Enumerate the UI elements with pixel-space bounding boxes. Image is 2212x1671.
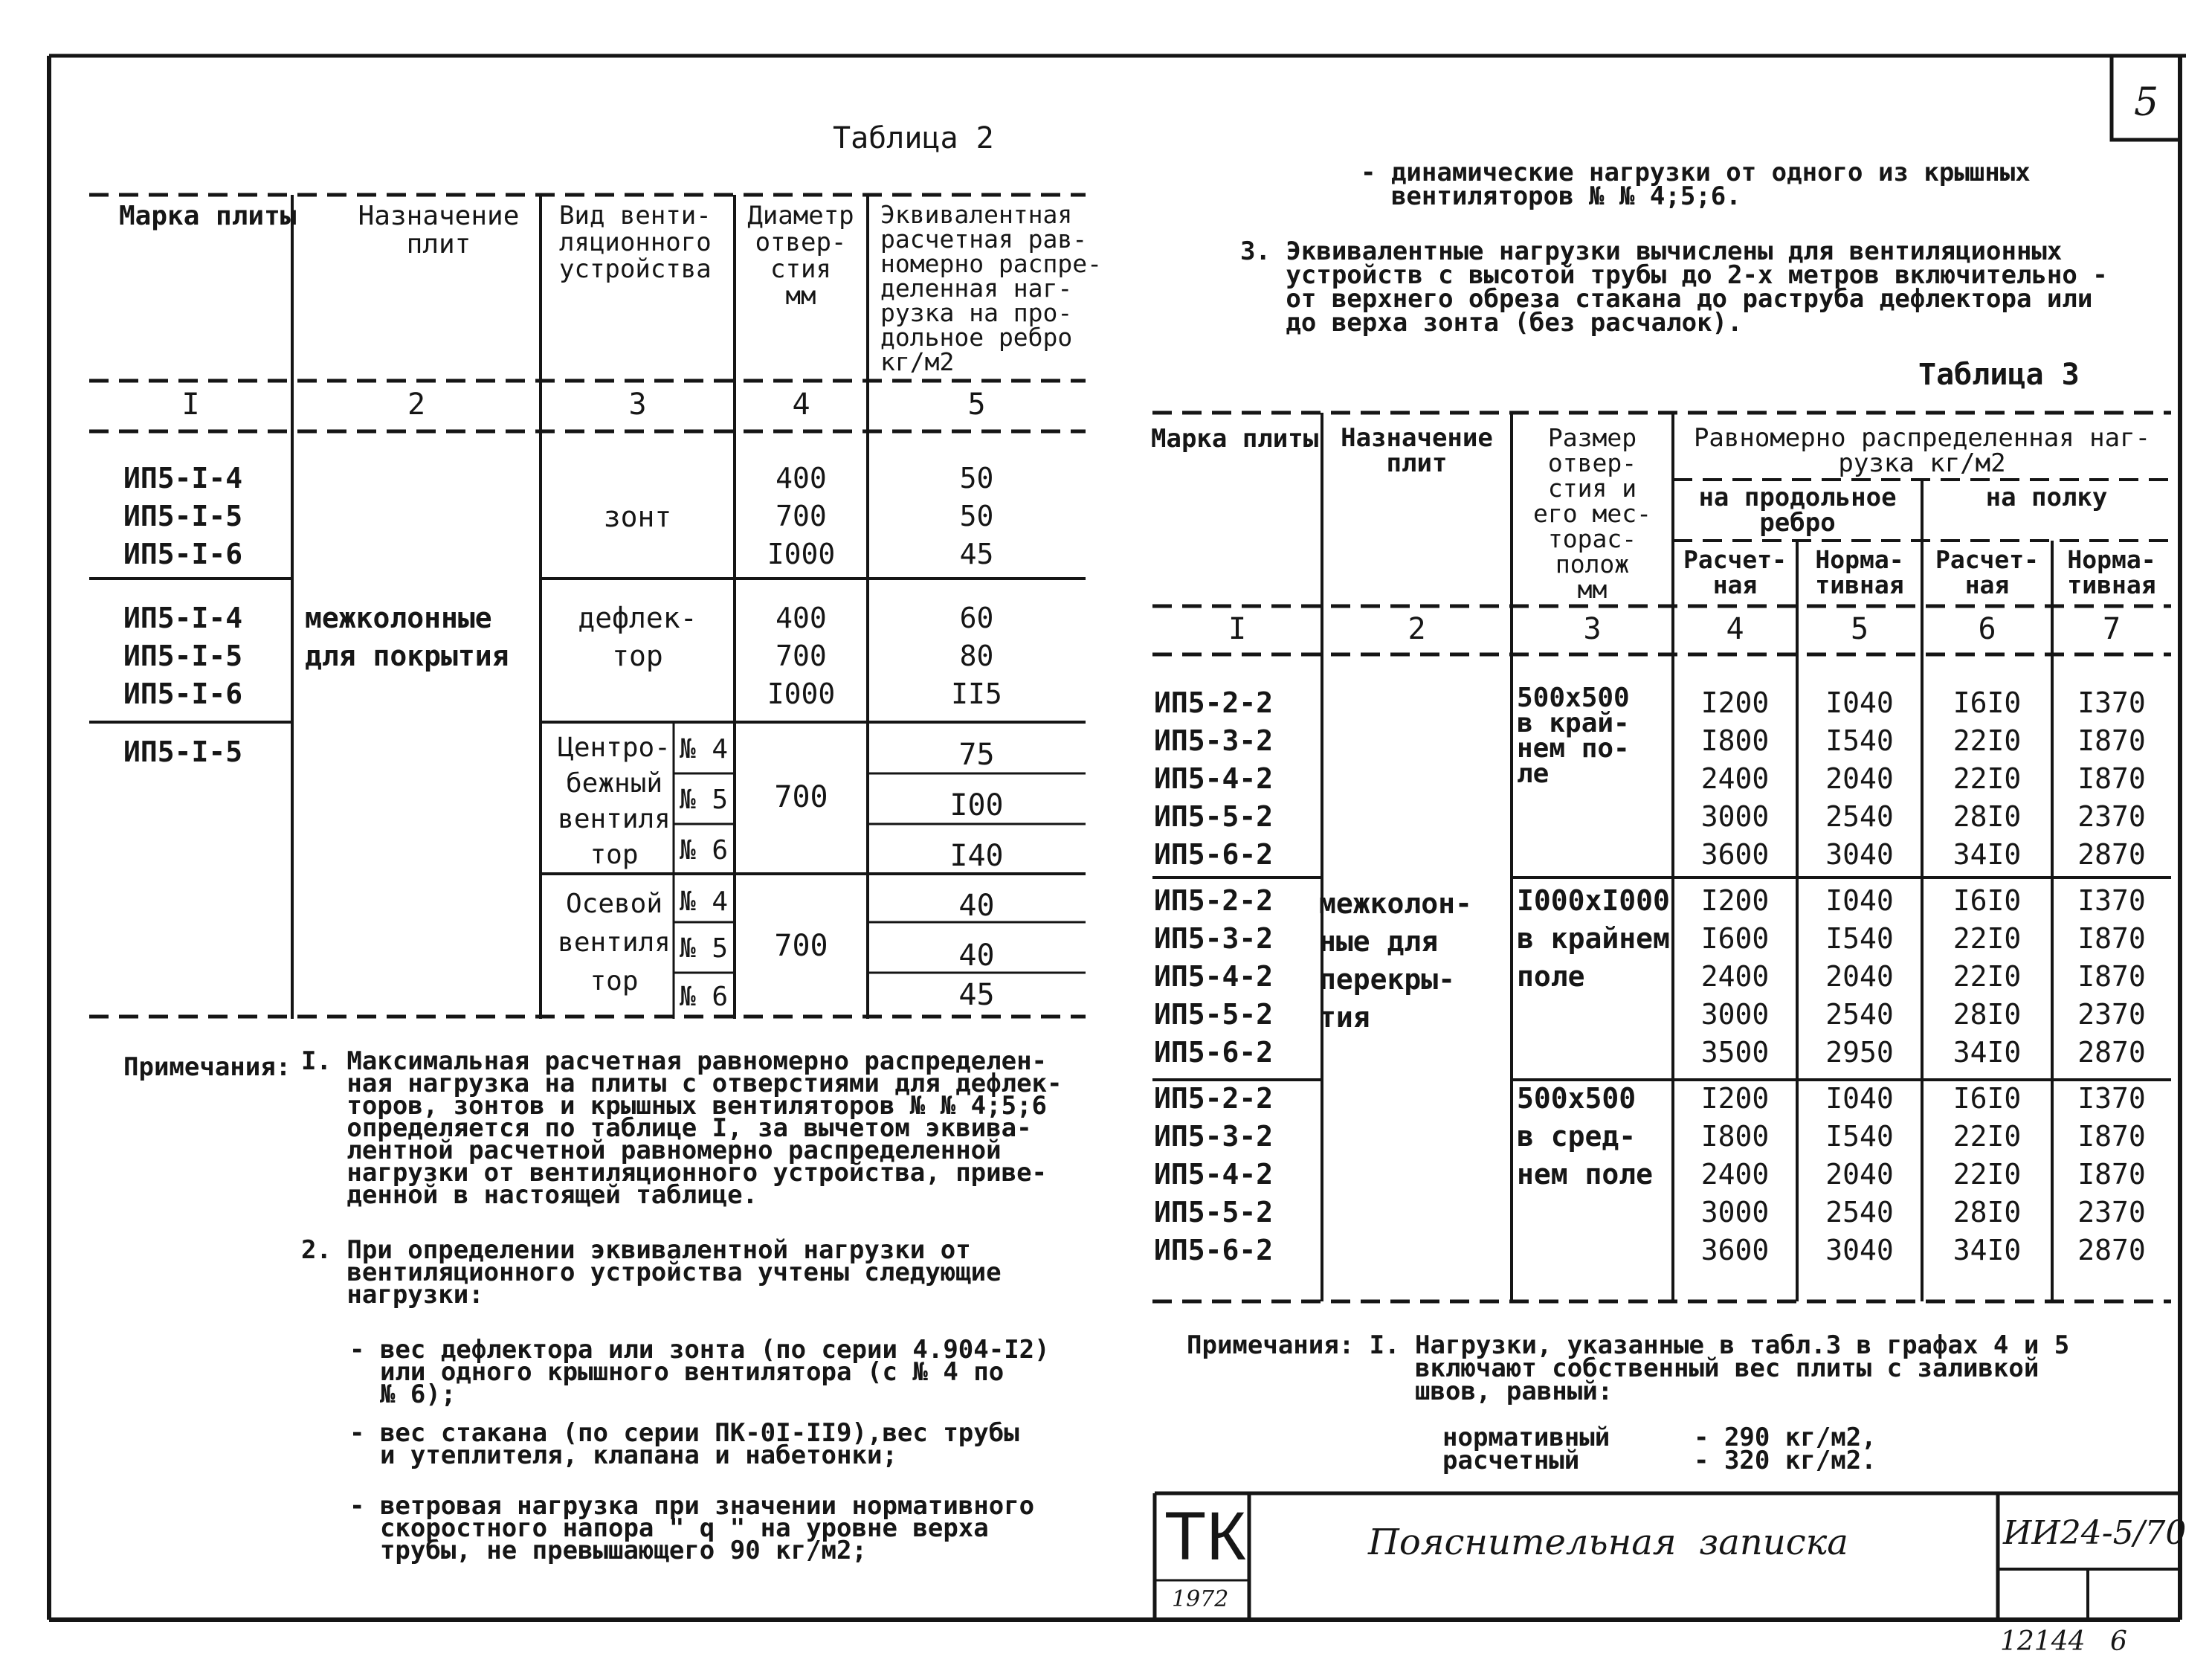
notes-left-bullet-2: - вес стакана (по серии ПК-0I-II9),вес трубы и утеплителя, клапана и набетонки;	[349, 1418, 1019, 1470]
stamp-code: ИИ24-5/70	[2003, 1514, 2187, 1552]
stamp-year: 1972	[1172, 1586, 1229, 1612]
right-bullet: - динамические нагрузки от одного из крышных вентиляторов № № 4;5;6.	[1361, 158, 2031, 211]
right-note-3: 3. Эквивалентные нагрузки вычислены для вентиляционных устройств с высотой трубы до 2-х метров включительно - от верхнего обреза стакана до раструба дефлектора или до верха зонта (без расчалок).	[1240, 236, 2108, 338]
table3-header-calc1: Расчет- ная	[1683, 545, 1787, 599]
table2-g4-fan-no-5: № 5	[680, 933, 729, 964]
page-number: 5	[2134, 80, 2159, 125]
table2-g3-diameter: 700	[774, 780, 828, 814]
table3-g2-c6: I6I0 22I0 22I0 28I0 34I0	[1953, 884, 2022, 1069]
table3-header-load: Равномерно распределенная наг- рузка кг/м2	[1693, 423, 2151, 478]
table2-g4-fan-no-4: № 4	[680, 886, 729, 917]
table2-g3-load-4: 75	[958, 738, 995, 772]
table3-purpose: межколон- ные для перекры- тия	[1319, 887, 1472, 1034]
table3-g2-c4: I200 I600 2400 3000 3500	[1700, 884, 1770, 1069]
table3-g2-c7: I370 I870 I870 2370 2870	[2077, 884, 2146, 1069]
notes-right-normative-label: нормативный	[1442, 1423, 1610, 1452]
table3-g3-marks: ИП5-2-2 ИП5-3-2 ИП5-4-2 ИП5-5-2 ИП5-6-2	[1154, 1082, 1274, 1266]
table3-g1-c5: I040 I540 2040 2540 3040	[1825, 686, 1894, 871]
table3-g1-c7: I370 I870 I870 2370 2870	[2077, 686, 2146, 871]
table3-g2-marks: ИП5-2-2 ИП5-3-2 ИП5-4-2 ИП5-5-2 ИП5-6-2	[1154, 884, 1274, 1069]
notes-right-calc-value: - 320 кг/м2.	[1694, 1446, 1877, 1475]
table2-g3-load-6: I40	[949, 839, 1004, 873]
table2-g1-device: зонт	[603, 500, 672, 533]
table3-g3-c6: I6I0 22I0 22I0 28I0 34I0	[1953, 1082, 2022, 1266]
table3-header-mark: Марка плиты	[1151, 424, 1319, 454]
table2-g1-diameters: 400 700 I000	[767, 462, 836, 570]
table3-g2-c5: I040 I540 2040 2540 2950	[1825, 884, 1894, 1069]
table3-colnum-1: I	[1228, 612, 1247, 646]
table2-g1-marks: ИП5-I-4 ИП5-I-5 ИП5-I-6	[123, 462, 243, 570]
table2-colnum-4: 4	[792, 387, 810, 422]
table2-g4-device: Осевой вентиля тор	[558, 889, 671, 997]
table3-header-norm1: Норма- тивная	[1815, 545, 1904, 599]
stamp-title: Пояснительная записка	[1368, 1522, 1848, 1563]
notes-left-bullet-3: - ветровая нагрузка при значении нормативного скоростного напора " q " на уровне верха трубы, не превышающего 90 кг/м2;	[349, 1491, 1035, 1565]
table2-g3-load-5: I00	[949, 788, 1004, 822]
table3-g2-hole: I000хI000 в крайнем поле	[1517, 884, 1670, 993]
stamp-org: ТК	[1164, 1498, 1246, 1574]
table3-colnum-5: 5	[1850, 612, 1869, 646]
table2-colnum-2: 2	[407, 387, 426, 422]
table2-g4-fan-no-6: № 6	[680, 982, 729, 1012]
table2-g1-loads: 50 50 45	[959, 462, 994, 570]
notes-left-label: Примечания:	[123, 1052, 291, 1082]
table2-g2-diameters: 400 700 I000	[767, 602, 836, 710]
table3-header-purpose: Назначение плит	[1341, 423, 1493, 478]
table2-header-mark: Марка плиты	[119, 201, 297, 231]
table2-colnum-3: 3	[628, 387, 647, 422]
table2-header-device: Вид венти- ляционного устройства	[559, 201, 712, 284]
table2-header-purpose: Назначение плит	[358, 201, 520, 260]
table3-header-shelf: на полку	[1985, 483, 2108, 512]
table2-g3-fan-no-6: № 6	[680, 835, 729, 866]
table2-colnum-5: 5	[967, 387, 986, 422]
table3-colnum-3: 3	[1583, 612, 1602, 646]
table3-g3-hole: 500х500 в сред- нем поле	[1517, 1082, 1654, 1191]
table3-colnum-7: 7	[2102, 612, 2121, 646]
footer-number: 12144	[2000, 1626, 2086, 1657]
table2-title: Таблица 2	[833, 121, 994, 155]
table3-colnum-2: 2	[1408, 612, 1426, 646]
notes-right-calc-label: расчетный	[1442, 1446, 1580, 1475]
table2-header-diameter: Диаметр отвер- стия мм	[747, 201, 854, 311]
table2-g4-load-4: 40	[958, 889, 995, 923]
table2-header-load: Эквивалентная расчетная рав- номерно распре- деленная наг- рузка на про- дольное ребро кг/м2	[880, 200, 1103, 376]
table2-purpose: межколонные для покрытия	[305, 602, 509, 672]
table3-header-calc2: Расчет- ная	[1935, 545, 2040, 599]
notes-left-bullet-1: - вес дефлектора или зонта (по серии 4.904-I2) или одного крышного вентилятора (с № 4 по № 6);	[349, 1335, 1050, 1409]
notes-right-text: Примечания: I. Нагрузки, указанные в табл.3 в графах 4 и 5 включают собственный вес плиты с заливкой швов, равный:	[1187, 1330, 2070, 1406]
table3-g1-hole: 500х500 в край- нем по- ле	[1517, 683, 1630, 789]
table2-g3-fan-no-4: № 4	[680, 734, 729, 764]
table2-g4-load-6: 45	[958, 978, 995, 1012]
table3-g1-marks: ИП5-2-2 ИП5-3-2 ИП5-4-2 ИП5-5-2 ИП5-6-2	[1154, 686, 1274, 871]
table3-g1-c4: I200 I800 2400 3000 3600	[1700, 686, 1770, 871]
table3-title: Таблица 3	[1918, 358, 2080, 392]
table3-colnum-6: 6	[1978, 612, 1996, 646]
notes-right-normative-value: - 290 кг/м2,	[1694, 1423, 1877, 1452]
table2-g4-load-5: 40	[958, 938, 995, 973]
table2-g2-loads: 60 80 II5	[951, 602, 1002, 710]
table3-header-norm2: Норма- тивная	[2067, 545, 2156, 599]
table3-colnum-4: 4	[1726, 612, 1744, 646]
table2-g2-marks: ИП5-I-4 ИП5-I-5 ИП5-I-6	[123, 602, 243, 710]
footer-sheet: 6	[2110, 1626, 2127, 1657]
notes-left-n1: I. Максимальная расчетная равномерно распределен- ная нагрузка на плиты с отверстиями для дефлек- торов, зонтов и крышных вентиляторов № № 4;5;6 определяется по таблице I, за вычетом эквива- лентной расчетной равномерно распределенной нагрузки от вентиляционного устройства, приве- денной в настоящей таблице.	[301, 1046, 1063, 1210]
notes-left-n2: 2. При определении эквивалентной нагрузки от вентиляционного устройства учтены следующие нагрузки:	[301, 1235, 1002, 1310]
table2-g3-fan-no-5: № 5	[680, 785, 729, 815]
table3-g3-c5: I040 I540 2040 2540 3040	[1825, 1082, 1894, 1266]
table3-g1-c6: I6I0 22I0 22I0 28I0 34I0	[1953, 686, 2022, 871]
table2-g2-device: дефлек- тор	[578, 602, 697, 672]
table2-colnum-1: I	[181, 387, 200, 422]
table3-g3-c4: I200 I800 2400 3000 3600	[1700, 1082, 1770, 1266]
table2-g4-diameter: 700	[774, 929, 828, 963]
table3-header-hole: Размер отвер- стия и его мес- торас- полож мм	[1533, 423, 1651, 604]
table3-header-rib: на продольное ребро	[1698, 483, 1897, 538]
table2-g3-device: Центро- бежный вентиля тор	[558, 733, 671, 870]
table2-g3-marks: ИП5-I-5	[123, 735, 243, 768]
table3-g3-c7: I370 I870 I870 2370 2870	[2077, 1082, 2146, 1266]
